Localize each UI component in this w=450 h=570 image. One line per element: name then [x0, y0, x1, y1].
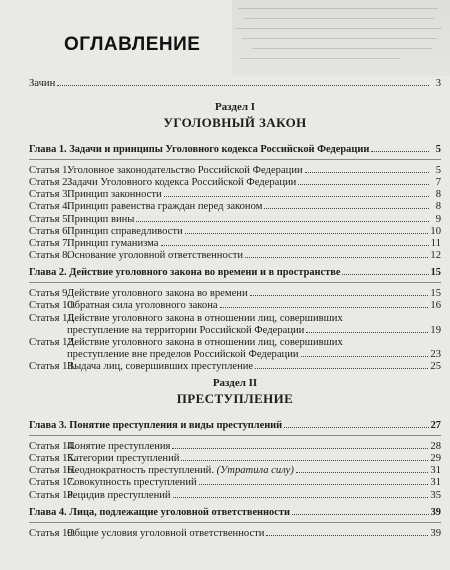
entry-page: 16: [430, 300, 441, 312]
page-title: ОГЛАВЛЕНИЕ: [64, 34, 201, 55]
entry-label: Действие уголовного закона в отношении лиц, совершивших: [67, 312, 343, 324]
leader-dots: [284, 427, 428, 428]
article-entry[interactable]: [29, 250, 441, 264]
entry-label: Глава 4. Лица, подлежащие уголовной ответственности: [29, 506, 290, 518]
divider: [29, 435, 441, 436]
entry-page: 31: [430, 465, 441, 477]
entry-label: Действие уголовного закона в отношении лиц, совершивших: [67, 336, 343, 348]
entry-label: Категории преступлений: [67, 453, 180, 465]
leader-dots: [136, 221, 429, 222]
entry-label: Основание уголовной ответственности: [67, 250, 244, 262]
leader-dots: [173, 497, 429, 498]
entry-label: Глава 1. Задачи и принципы Уголовного кодекса Российской Федерации: [29, 144, 370, 155]
entry-page: 15: [430, 288, 441, 300]
leader-dots: [164, 196, 429, 197]
entry-page: 9: [435, 213, 441, 225]
leader-dots: [250, 295, 429, 296]
article-number: Статья 17.: [29, 477, 76, 489]
entry-page: 8: [435, 189, 441, 201]
article-number: Статья 15.: [29, 453, 76, 465]
divider: [29, 159, 441, 160]
article-number: Статья 2.: [29, 177, 71, 189]
entry-page: 23: [430, 348, 441, 360]
entry-note: (Утратила силу): [216, 465, 294, 477]
article-number: Статья 5.: [29, 213, 71, 225]
entry-label: Действие уголовного закона во времени: [67, 288, 248, 300]
entry-label: Глава 3. Понятие преступления и виды преступлений: [29, 420, 283, 431]
entry-label: Принцип законности: [67, 189, 162, 201]
entry-page: 11: [430, 237, 441, 249]
article-number: Статья 10.: [29, 300, 76, 312]
entry-page: 39: [430, 527, 441, 539]
article-number: Статья 3.: [29, 189, 71, 201]
leader-dots: [371, 151, 429, 152]
chapter-entry[interactable]: [29, 267, 441, 281]
leader-dots: [298, 184, 429, 185]
article-entry[interactable]: [29, 490, 441, 504]
entry-page: 28: [430, 441, 441, 452]
entry-label: Глава 2. Действие уголовного закона во времени и в пространстве: [29, 267, 341, 279]
article-number: Статья 4.: [29, 201, 71, 213]
entry-label: Принцип гуманизма: [67, 237, 159, 249]
article-number: Статья 16.: [29, 465, 76, 477]
article-number: Статья 1.: [29, 165, 71, 176]
entry-page: 29: [430, 453, 441, 465]
leader-dots: [296, 472, 429, 473]
entry-page: 10: [430, 225, 441, 237]
entry-page: 5: [435, 144, 441, 155]
section-heading: Раздел II: [212, 377, 258, 389]
entry-label: Принцип вины: [67, 213, 135, 225]
bleed-through-text: [232, 0, 450, 76]
article-number: Статья 6.: [29, 225, 71, 237]
leader-dots: [301, 356, 429, 357]
leader-dots: [185, 233, 429, 234]
entry-page: 7: [435, 177, 441, 189]
leader-dots: [220, 307, 429, 308]
leader-dots: [342, 274, 428, 275]
entry-label: Выдача лиц, совершивших преступление: [67, 361, 254, 373]
chapter-entry[interactable]: [29, 420, 441, 434]
section-heading: Раздел I: [214, 101, 256, 113]
article-number: Статья 14.: [29, 441, 76, 452]
entry-page: 39: [430, 506, 441, 518]
entry-label: Рецидив преступлений: [67, 489, 171, 501]
entry-page: 19: [430, 324, 441, 336]
divider: [29, 522, 441, 523]
article-number: Статья 12.: [29, 336, 76, 348]
entry-page: 25: [430, 361, 441, 373]
leader-dots: [172, 448, 428, 449]
entry-label: Принцип справедливости: [67, 225, 183, 237]
article-number: Статья 19.: [29, 527, 76, 539]
entry-label: Принцип равенства граждан перед законом: [67, 201, 263, 213]
entry-page: 15: [430, 267, 441, 279]
entry-page: 12: [430, 250, 441, 262]
entry-label: Зачин: [29, 78, 56, 89]
leader-dots: [57, 85, 429, 86]
entry-label: Задачи Уголовного кодекса Российской Федерации: [67, 177, 297, 189]
chapter-entry[interactable]: [29, 144, 441, 158]
entry-label: Неоднократность преступлений. (Утратила силу): [67, 465, 294, 477]
article-number: Статья 7.: [29, 237, 71, 249]
section-name: ПРЕСТУПЛЕНИЕ: [176, 391, 294, 406]
leader-dots: [255, 368, 428, 369]
article-number: Статья 9.: [29, 288, 71, 300]
article-entry[interactable]: [29, 361, 441, 375]
entry-label: преступление вне пределов Российской Федерации: [67, 348, 299, 360]
leader-dots: [266, 535, 428, 536]
leader-dots: [264, 208, 429, 209]
article-entry[interactable]: [29, 528, 441, 542]
entry-page: 5: [435, 165, 441, 176]
leader-dots: [181, 460, 428, 461]
entry-page: 35: [430, 489, 441, 501]
leader-dots: [199, 484, 429, 485]
article-number: Статья 8.: [29, 250, 71, 262]
entry-label: Обратная сила уголовного закона: [67, 300, 218, 312]
leader-dots: [161, 245, 429, 246]
entry-label: преступление на территории Российской Федерации: [67, 324, 305, 336]
article-number: Статья 13.: [29, 361, 76, 373]
article-entry[interactable]: [29, 337, 441, 350]
entry-label: Понятие преступления: [67, 441, 171, 452]
entry-page: 8: [435, 201, 441, 213]
chapter-entry[interactable]: [29, 507, 441, 521]
leader-dots: [292, 514, 429, 515]
toc-entry-intro[interactable]: [29, 78, 441, 92]
entry-label: Уголовное законодательство Российской Федерации: [67, 165, 303, 176]
entry-page: 3: [435, 78, 441, 89]
section-name: УГОЛОВНЫЙ ЗАКОН: [163, 115, 307, 130]
entry-label: Общие условия уголовной ответственности: [67, 527, 265, 539]
entry-label: Совокупность преступлений: [67, 477, 197, 489]
article-entry[interactable]: [29, 313, 441, 326]
article-number: Статья 11.: [29, 312, 75, 324]
leader-dots: [306, 332, 428, 333]
entry-page: 27: [430, 420, 441, 431]
leader-dots: [305, 172, 429, 173]
article-number: Статья 18.: [29, 489, 76, 501]
leader-dots: [245, 257, 428, 258]
divider: [29, 282, 441, 283]
entry-page: 31: [430, 477, 441, 489]
